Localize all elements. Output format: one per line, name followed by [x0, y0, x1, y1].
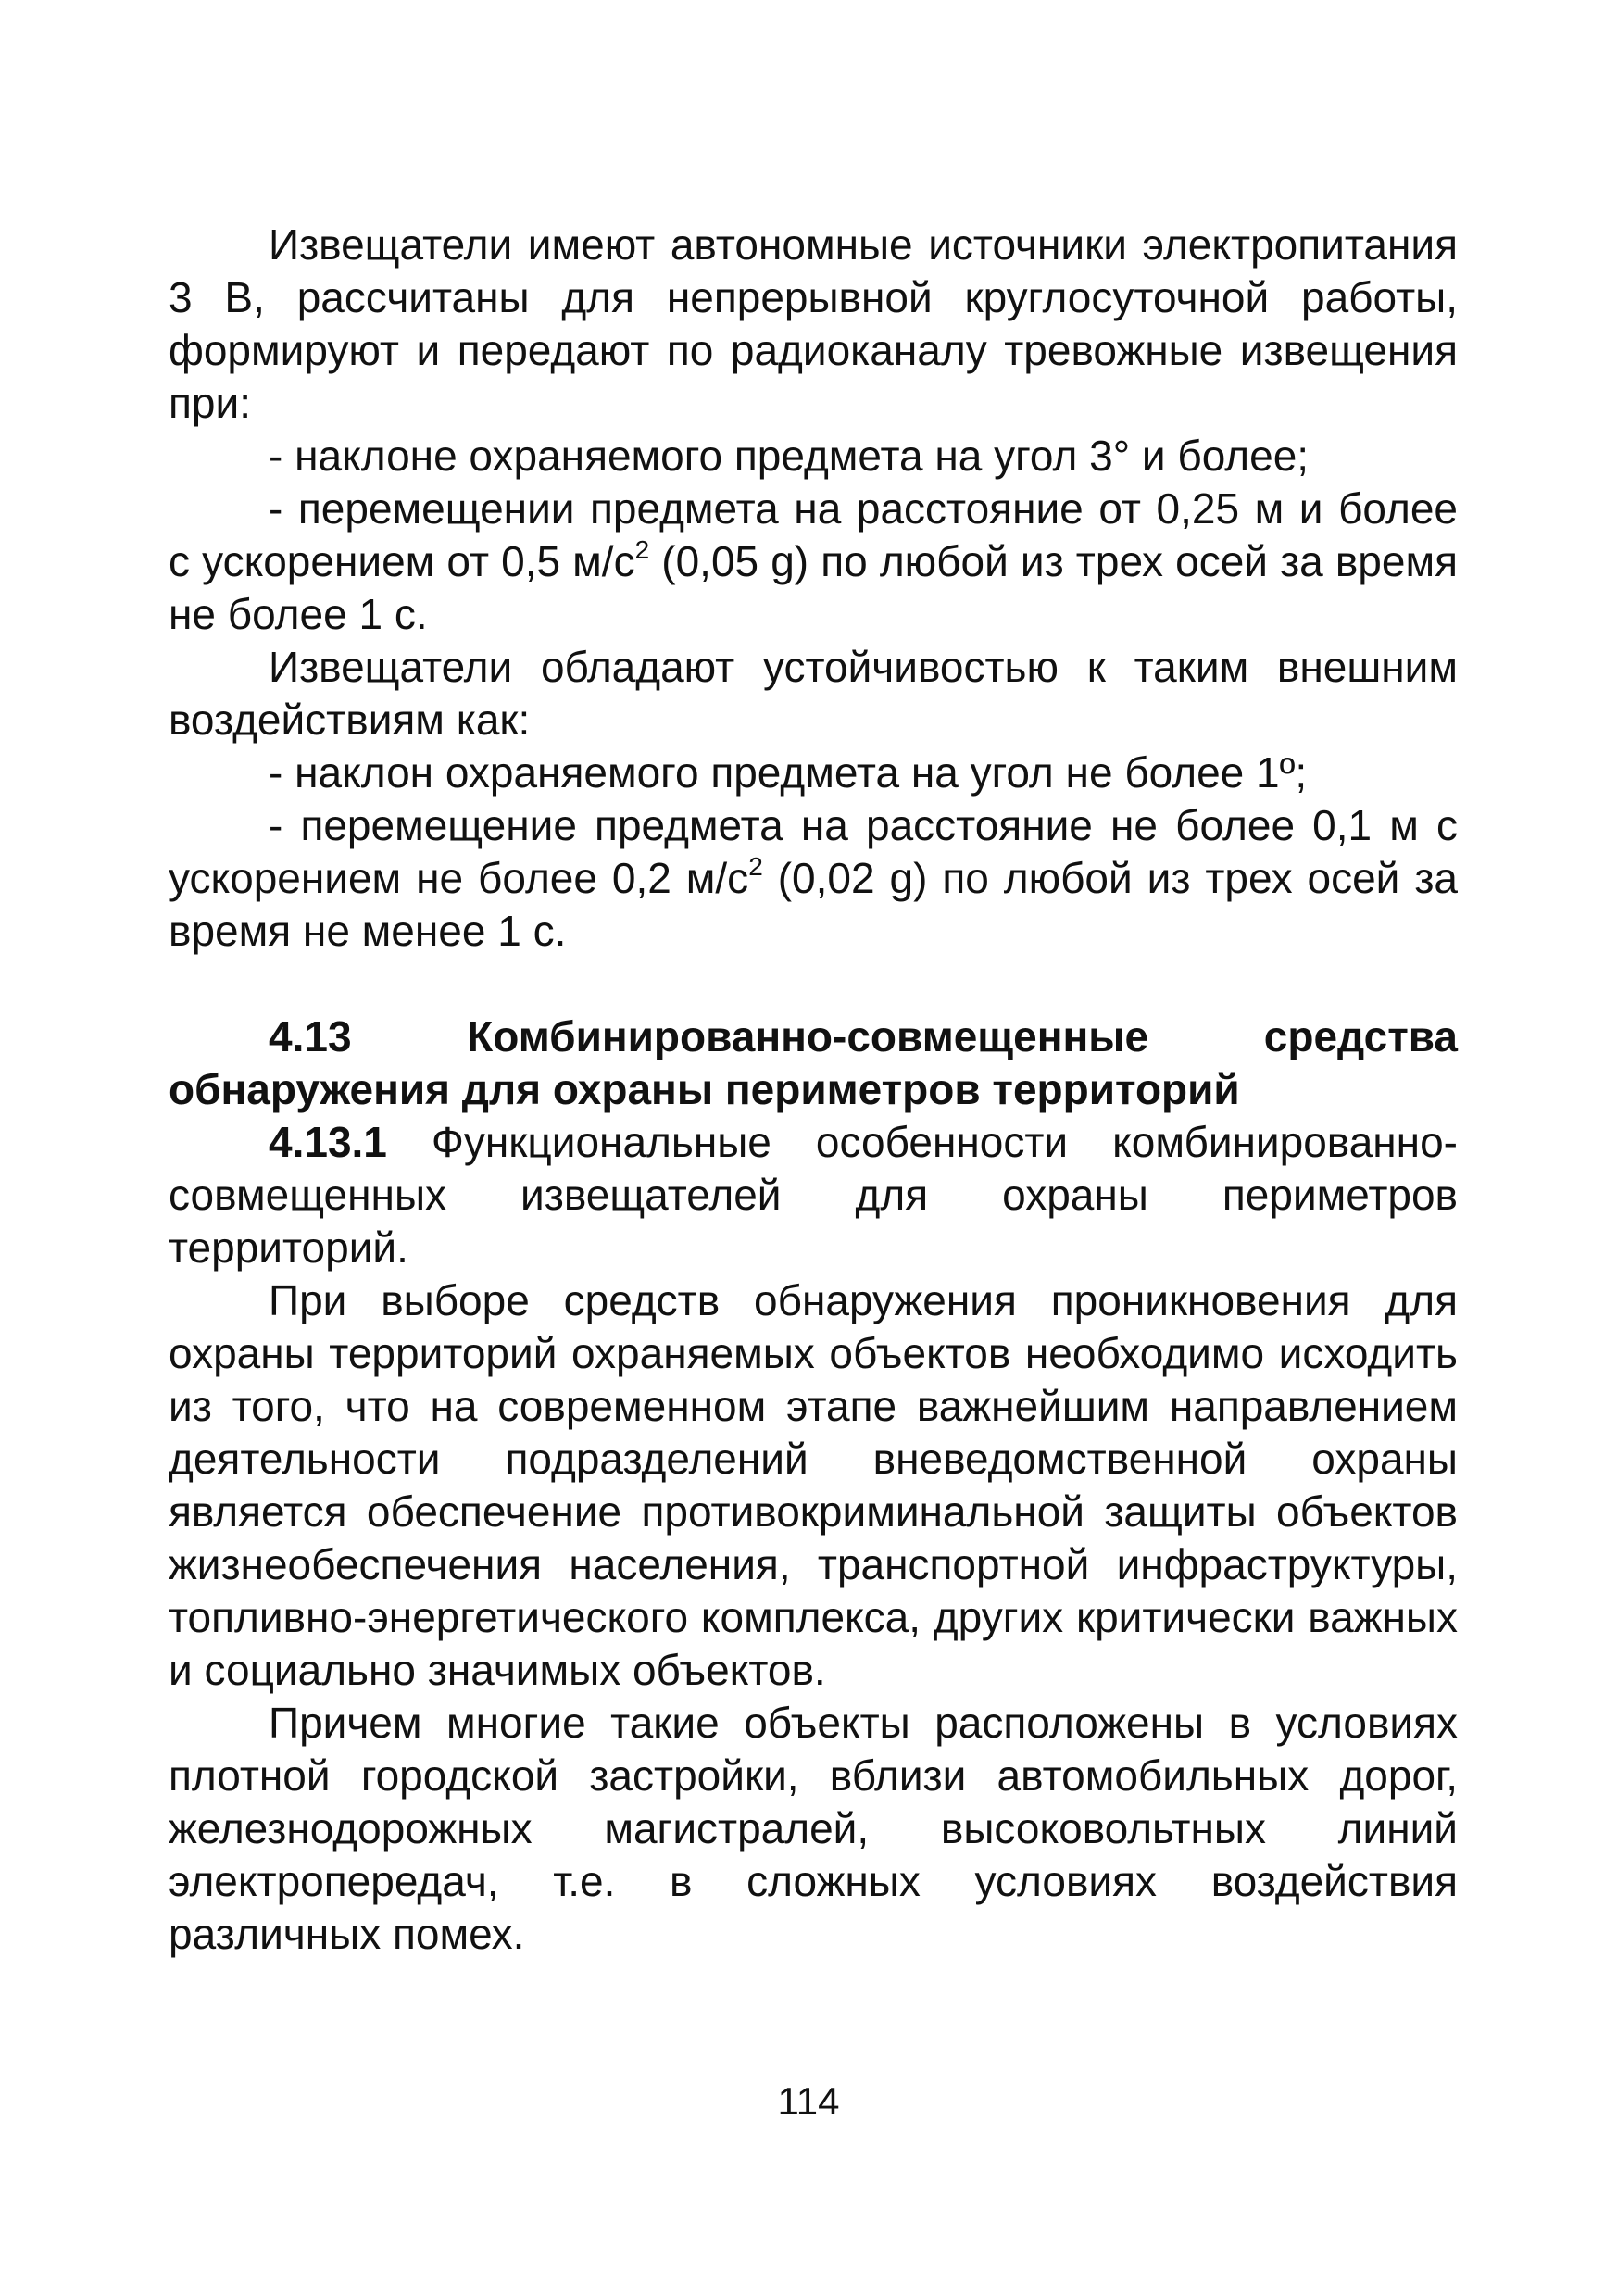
subsection-number: 4.13.1 [269, 1118, 387, 1166]
subsection-title: Функциональные особенности комбинированно-совмещенных извещателей для охраны периметров территорий. [169, 1118, 1458, 1272]
list-item-4-text-a: - перемещение предмета на расстояние не более 0,1 м с ускорением не более 0,2 м/с [169, 801, 1458, 902]
section-heading: 4.13 Комбинированно-совмещенные средства обнаружения для охраны периметров территорий [169, 1012, 1458, 1113]
list-item-1: - наклоне охраняемого предмета на угол 3° и более; [269, 432, 1310, 480]
superscript: 2 [634, 535, 650, 564]
paragraph-2: Извещатели обладают устойчивостью к таким внешним воздействиям как: [169, 643, 1458, 744]
list-item-3: - наклон охраняемого предмета на угол не более 1º; [269, 748, 1308, 797]
page-number: 114 [777, 2079, 840, 2123]
list-item-2-text-b: (0,05 g) по любой из трех осей за время не более 1 с. [169, 537, 1458, 638]
list-item-4-text-b: (0,02 g) по любой из трех осей за время не менее 1 с. [169, 854, 1458, 955]
paragraph-1: Извещатели имеют автономные источники электропитания 3 В, рассчитаны для непрерывной круглосуточной работы, формируют и передают по радиоканалу тревожные извещения при: [169, 220, 1458, 427]
list-item-2 [169, 483, 1458, 641]
list-item-2-text-a: - перемещении предмета на расстояние от 0,25 м и более с ускорением от 0,5 м/с [169, 484, 1458, 585]
subsection-paragraph [169, 1116, 1458, 1274]
body-text [169, 219, 1458, 1961]
list-item-4 [169, 799, 1458, 958]
superscript: 2 [748, 852, 763, 881]
paragraph-3: При выборе средств обнаружения проникновения для охраны территорий охраняемых объектов необходимо исходить из того, что на современном этапе важнейшим направлением деятельности подразделений вневедомственной охраны является обеспечение противокриминальной защиты объектов жизнеобеспечения населения, транспортной инфраструктуры, топливно-энергетического комплекса, других критически важных и социально значимых объектов. [169, 1276, 1458, 1694]
paragraph-4: Причем многие такие объекты расположены в условиях плотной городской застройки, вблизи автомобильных дорог, железнодорожных магистралей, высоковольтных линий электропередач, т.е. в сложных условиях воздействия различных помех. [169, 1699, 1458, 1958]
